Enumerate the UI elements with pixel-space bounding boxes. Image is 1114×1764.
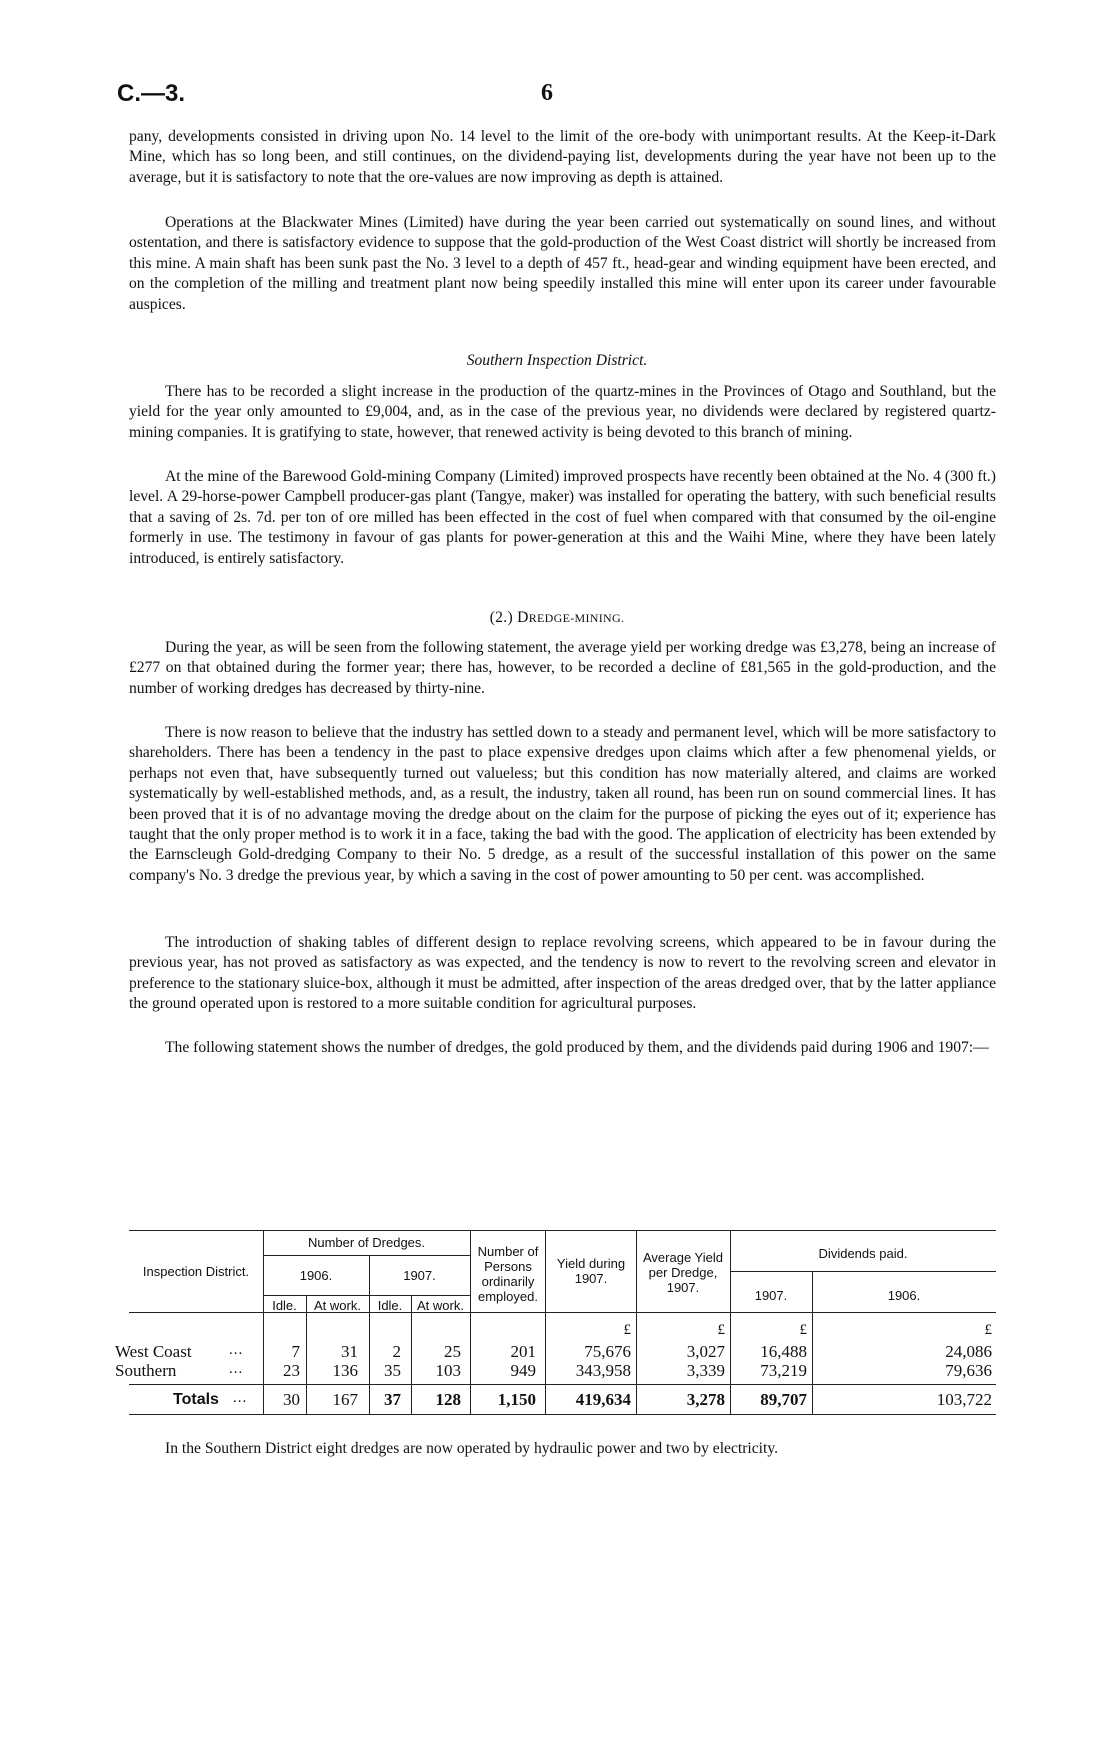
header-idle-1906: Idle.: [272, 1298, 297, 1313]
header-year-1906: 1906.: [299, 1268, 333, 1283]
paragraph-barewood: At the mine of the Barewood Gold-mining Company (Limited) improved prospects have recently been obtained at the No. 4 (300 ft.) level. A 29-horse-power Campbell producer-gas plant (Tangye, maker) was installed for operating the battery, with such beneficial results that a saving of 2s. 7d. per ton of ore milled has been effected in the cost of fuel when compared with that consumed by the oil-engine formerly in use. The testimony in favour of gas plants for power-generation at this and the Waihi Mine, where they have been lately introduced, is entirely satisfactory.: [129, 468, 996, 567]
row-district: Southern: [115, 1361, 177, 1380]
paragraph-statement-intro: The following statement shows the number of dredges, the gold produced by them, and the dividends paid during 1906 and 1907:—: [165, 1039, 989, 1056]
header-at-work-1907: At work.: [417, 1298, 464, 1313]
total-div-1906: 103,722: [936, 1390, 992, 1409]
paragraph-southern-dredges: In the Southern District eight dredges are now operated by hydraulic power and two by electricity.: [165, 1440, 779, 1457]
cell-idle-1906: 7: [291, 1342, 300, 1361]
cell-yield: 75,676: [584, 1342, 631, 1361]
cell-average: 3,027: [686, 1342, 725, 1361]
cell-div-1907: 73,219: [760, 1361, 807, 1380]
currency-yield: £: [623, 1322, 631, 1338]
cell-idle-1907: 35: [384, 1361, 401, 1380]
row-leader-dots: ...: [229, 1342, 244, 1358]
currency-average: £: [717, 1322, 725, 1338]
col-divider: [263, 1230, 264, 1414]
dredge-statistics-table: [115, 1230, 996, 1409]
table-top-rule: [129, 1230, 996, 1231]
currency-div-1907: £: [799, 1322, 807, 1338]
header-subrule: [263, 1255, 470, 1256]
cell-work-1906: 31: [341, 1342, 358, 1361]
total-idle-1906: 30: [283, 1390, 300, 1409]
cell-work-1907: 25: [444, 1342, 461, 1361]
cell-div-1906: 79,636: [945, 1361, 992, 1380]
cell-work-1907: 103: [435, 1361, 461, 1380]
document-code: C.—3.: [117, 80, 186, 107]
header-average-yield: Average Yield per Dredge, 1907.: [643, 1250, 723, 1295]
row-leader-dots: ...: [233, 1390, 248, 1406]
cell-idle-1906: 23: [283, 1361, 300, 1380]
header-dividends-paid: Dividends paid.: [818, 1246, 908, 1261]
header-dividends-1906: 1906.: [887, 1288, 921, 1303]
table-header-rule: [129, 1312, 996, 1313]
paragraph-shaking-tables: The introduction of shaking tables of different design to replace revolving screens, which appeared to be in favour during the previous year, has not proved as satisfactory as was expected, and the tendency is now to revert to the revolving screen and elevator in preference to the stationary sluice-box, although it must be admitted, after inspection of the areas dredged over, that by the latter appliance the ground operated upon is restored to a more suitable condition for agricultural purposes.: [129, 934, 996, 1013]
cell-average: 3,339: [686, 1361, 725, 1380]
header-idle-1907: Idle.: [377, 1298, 403, 1313]
header-persons-employed: Number of Persons ordinarily employed.: [477, 1244, 539, 1304]
header-subrule: [263, 1295, 470, 1296]
header-dividends-1907: 1907.: [754, 1288, 788, 1303]
cell-yield: 343,958: [575, 1361, 631, 1380]
header-inspection-district: Inspection District.: [142, 1264, 250, 1279]
total-persons: 1,150: [497, 1390, 536, 1409]
section-heading-southern: Southern Inspection District.: [466, 352, 648, 369]
cell-div-1907: 16,488: [760, 1342, 807, 1361]
paragraph-southern-quartz: There has to be recorded a slight increase in the production of the quartz-mines in the Provinces of Otago and Southland, but the yield for the year only amounted to £9,004, and, as in the case of the previous year, no dividends were declared by registered quartz-mining companies. It is gratifying to state, however, that renewed activity is being devoted to this branch of mining.: [129, 383, 996, 441]
paragraph-blackwater: Operations at the Blackwater Mines (Limited) have during the year been carried out systematically on sound lines, and without ostentation, and there is satisfactory evidence to suppose that the gold-production of the West Coast district will shortly be increased from this mine. A main shaft has been sunk past the No. 3 level to a depth of 457 ft., head-gear and winding equipment have been erected, and on the completion of the milling and treatment plant now being speedily installed this mine will enter upon its career under favourable auspices.: [129, 214, 996, 313]
total-div-1907: 89,707: [760, 1390, 807, 1409]
table-bottom-rule: [129, 1414, 996, 1415]
header-at-work-1906: At work.: [314, 1298, 361, 1313]
cell-persons: 201: [510, 1342, 536, 1361]
row-district: West Coast: [115, 1342, 192, 1361]
header-subrule: [730, 1271, 996, 1272]
heading-dredge-rest: REDGE-MINING.: [528, 611, 625, 625]
total-yield: 419,634: [575, 1390, 631, 1409]
table-totals-rule: [129, 1384, 996, 1385]
heading-dredge-initial: D: [517, 609, 529, 626]
row-leader-dots: ...: [229, 1361, 244, 1377]
paragraph-dredge-yield: During the year, as will be seen from the following statement, the average yield per working dredge was £3,278, being an increase of £277 on that obtained during the former year; there has, however, to be recorded a decline of £81,565 in the gold-production, and the number of working dredges has decreased by thirty-nine.: [129, 639, 996, 697]
cell-work-1906: 136: [332, 1361, 358, 1380]
header-yield-1907: Yield during 1907.: [556, 1256, 626, 1286]
cell-div-1906: 24,086: [945, 1342, 992, 1361]
cell-persons: 949: [510, 1361, 536, 1380]
header-number-of-dredges: Number of Dredges.: [307, 1235, 426, 1250]
section-heading-dredge-mining: [0, 609, 1114, 627]
header-year-1907: 1907.: [403, 1268, 436, 1283]
col-divider: [470, 1230, 471, 1414]
page-number: 6: [541, 80, 553, 106]
totals-label: Totals: [173, 1391, 219, 1408]
total-work-1906: 167: [332, 1390, 358, 1409]
currency-div-1906: £: [984, 1322, 992, 1338]
paragraph-dredge-industry: There is now reason to believe that the industry has settled down to a steady and permanent level, which will be more satisfactory to shareholders. There has been a tendency in the past to place expensive dredges upon claims which after a few phenomenal yields, or perhaps not even that, have subsequently turned out valueless; but this condition has now materially altered, and claims are worked systematically by well-established methods, and, as a result, the industry, taken all round, has been run on sound commercial lines. It has been proved that it is of no advantage moving the dredge about on the claim for the purpose of picking the eyes out of it; experience has taught that the only proper method is to work it in a face, taking the bad with the good. The application of electricity has been extended by the Earnscleugh Gold-dredging Company to their No. 5 dredge, as a result of the successful installation of this power on the same company's No. 3 dredge the previous year, by which a saving in the cost of power amounting to 50 per cent. was accomplished.: [129, 724, 996, 884]
cell-idle-1907: 2: [392, 1342, 401, 1361]
heading-dredge-number: (2.): [489, 609, 513, 626]
paragraph-keep-it-dark: pany, developments consisted in driving upon No. 14 level to the limit of the ore-body with unimportant results. At the Keep-it-Dark Mine, which has so long been, and still continues, on the dividend-paying list, developments during the year have not been up to the average, but it is satisfactory to note that the ore-values are now improving as depth is attained.: [129, 128, 996, 186]
total-average: 3,278: [686, 1390, 725, 1409]
total-idle-1907: 37: [384, 1390, 401, 1409]
total-work-1907: 128: [435, 1390, 461, 1409]
